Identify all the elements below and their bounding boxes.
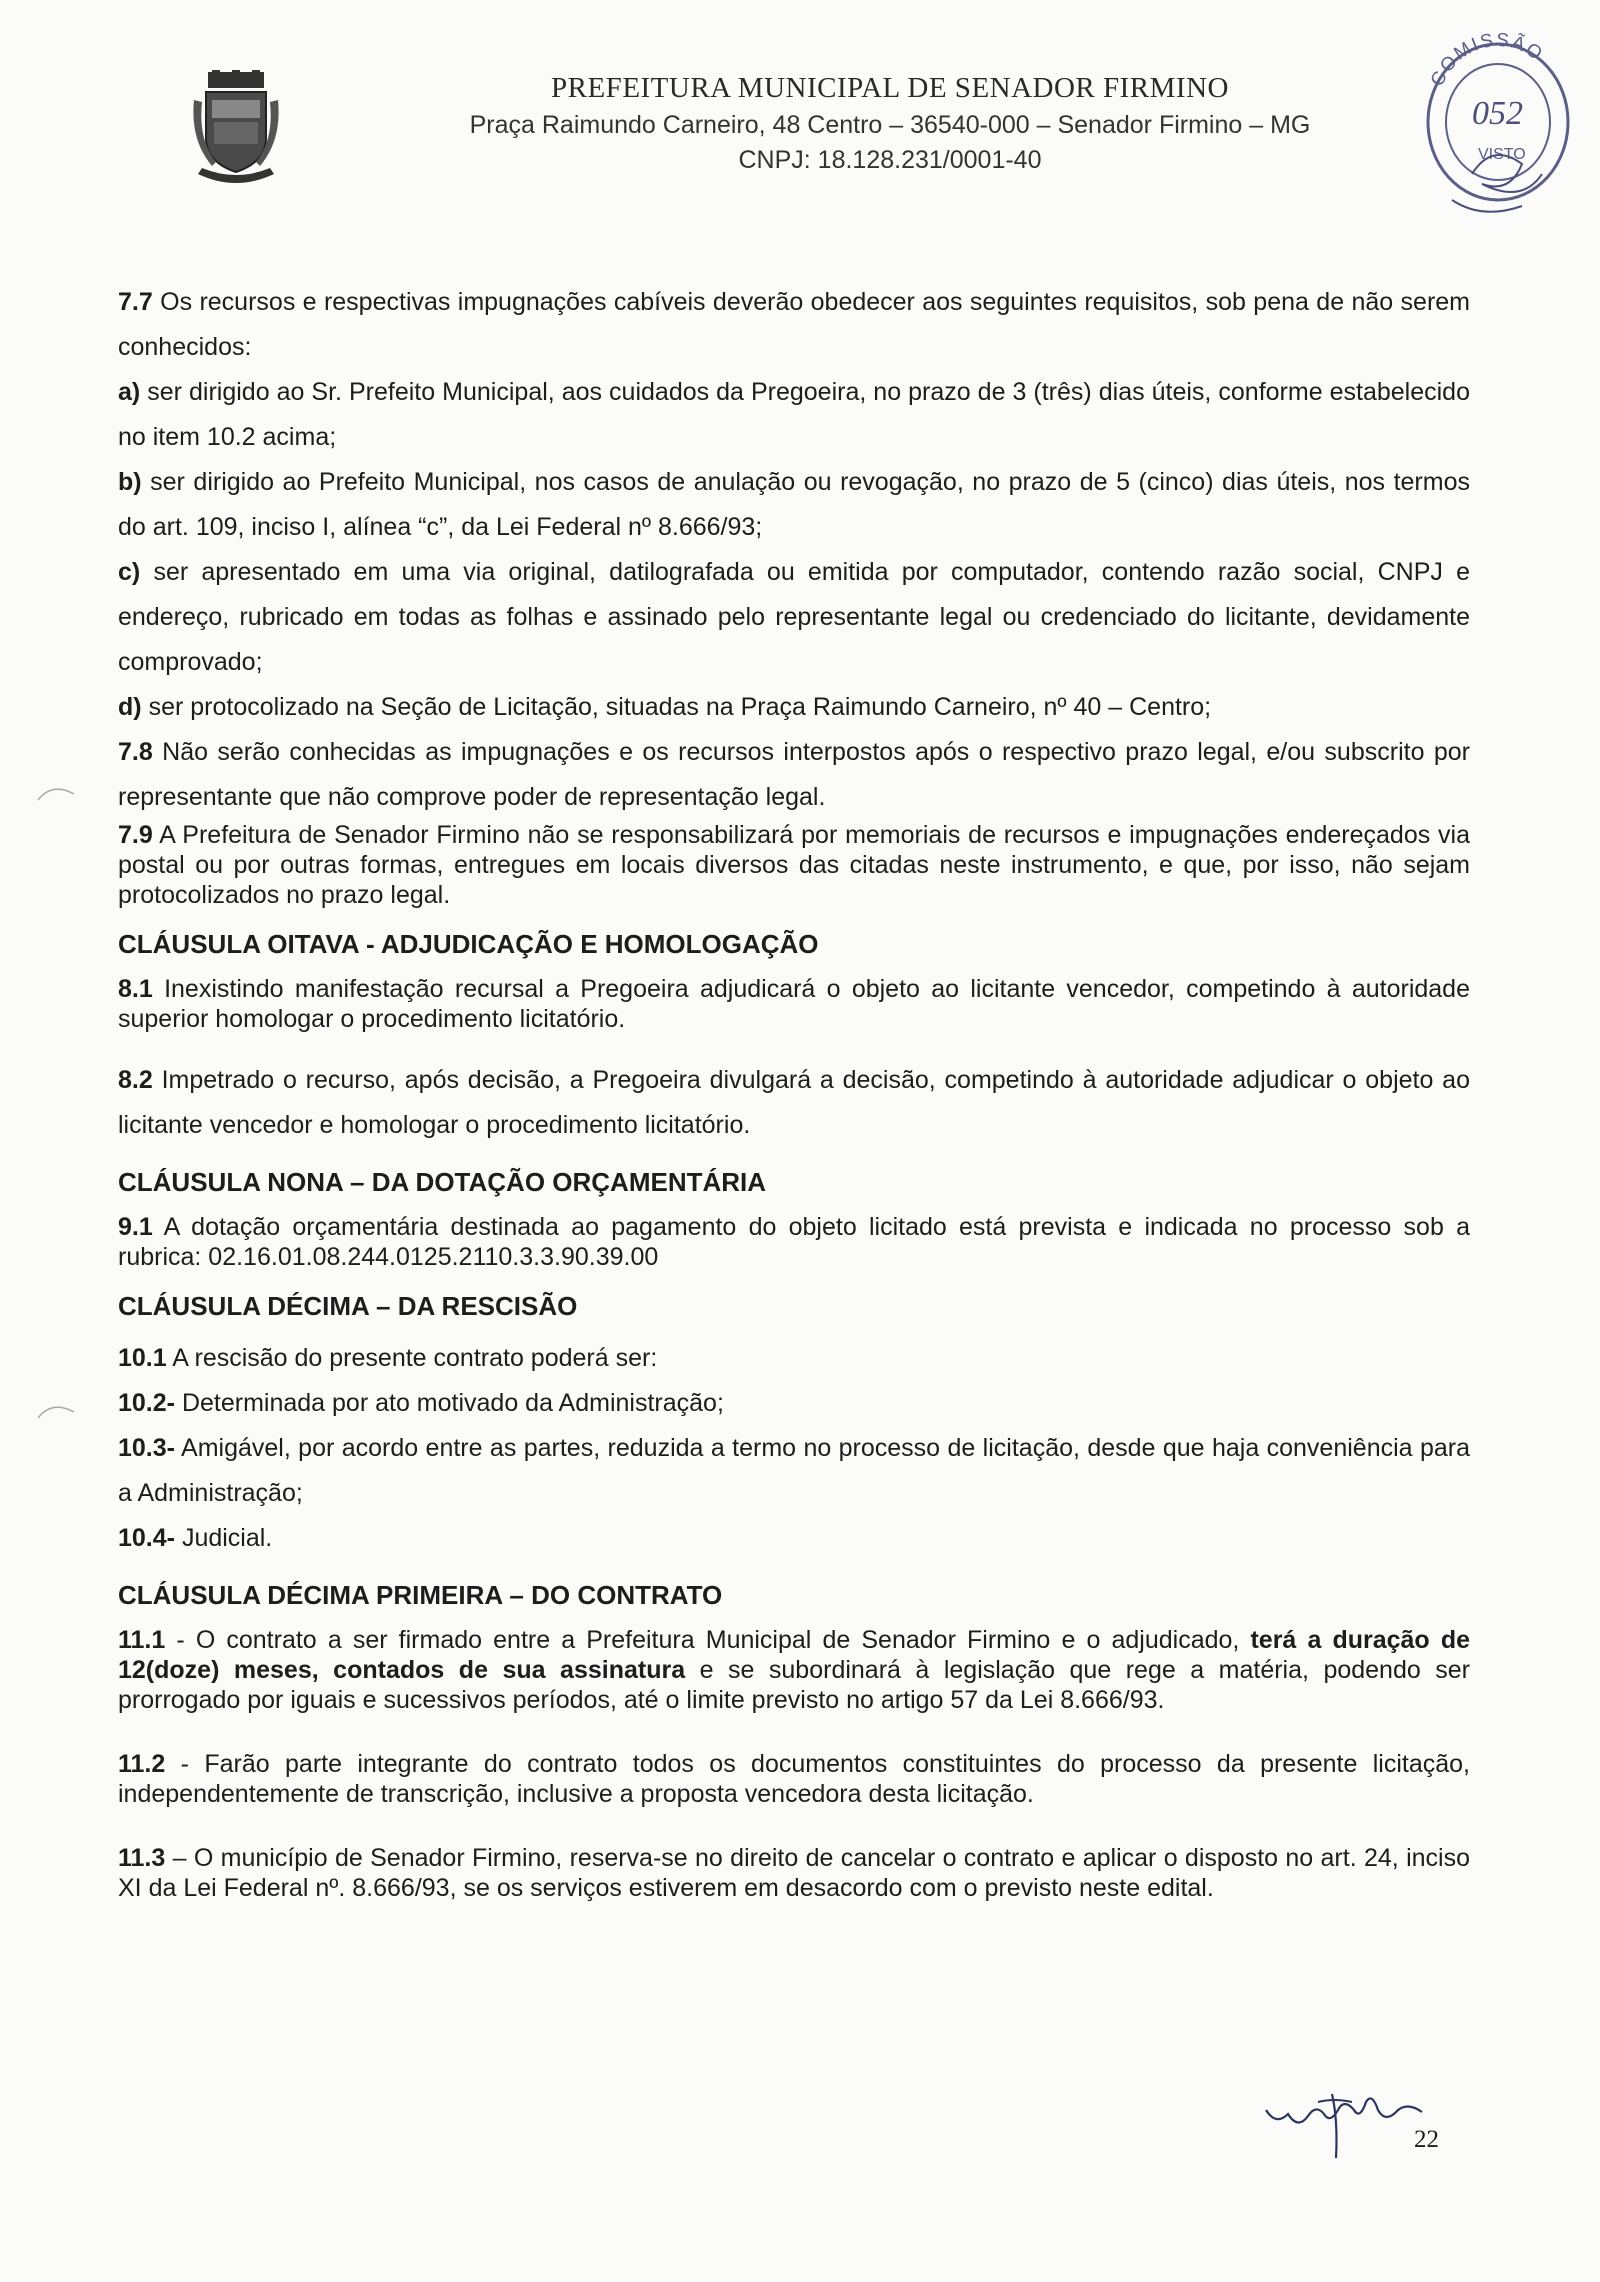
section-text: A rescisão do presente contrato poderá ser: bbox=[172, 1344, 658, 1372]
section-10-2 bbox=[118, 1381, 1470, 1426]
section-10-3 bbox=[118, 1426, 1470, 1516]
section-text: Judicial. bbox=[181, 1524, 273, 1552]
item-7-7-d bbox=[118, 685, 1470, 730]
item-letter: d) bbox=[118, 693, 142, 721]
section-text: e se subordinará à legislação que rege a matéria, podendo ser prorrogado por iguais e sucessivos períodos, até o limite previsto no artigo 57 da Lei 8.666/93. bbox=[118, 1656, 1470, 1714]
item-7-7-a bbox=[118, 370, 1470, 460]
section-text: A dotação orçamentária destinada ao pagamento do objeto licitado está prevista e indicada no processo sob a rubrica: 02.16.01.08.244.0125.2110.3.3.90.39.00 bbox=[118, 1213, 1470, 1271]
item-7-7-b bbox=[118, 460, 1470, 550]
letterhead-cnpj: CNPJ: 18.128.231/0001-40 bbox=[738, 146, 1042, 174]
section-10-4 bbox=[118, 1516, 1470, 1561]
section-number: 10.3- bbox=[118, 1434, 175, 1462]
section-number: 10.1 bbox=[118, 1344, 167, 1372]
section-7-9 bbox=[118, 820, 1470, 910]
stamp-top-text: COMISSÃO bbox=[1426, 29, 1548, 90]
section-text: A Prefeitura de Senador Firmino não se responsabilizará por memoriais de recursos e impugnações endereçados via postal ou por outras formas, entregues em locais diversos das citadas neste instrumento, e que, por isso, não sejam protocolizados no prazo legal. bbox=[118, 821, 1470, 909]
section-11-1 bbox=[118, 1625, 1470, 1715]
section-number: 11.1 bbox=[118, 1626, 166, 1654]
letterhead bbox=[360, 72, 1420, 175]
clause-10-heading: CLÁUSULA DÉCIMA – DA RESCISÃO bbox=[118, 1291, 578, 1321]
section-number: 10.4- bbox=[118, 1524, 175, 1552]
section-emphasis: terá a duração de 12(doze) meses, contados de sua assinatura bbox=[118, 1626, 1470, 1684]
section-7-8 bbox=[118, 730, 1470, 820]
section-10-1 bbox=[118, 1336, 1470, 1381]
section-9-1 bbox=[118, 1212, 1470, 1272]
section-text: Os recursos e respectivas impugnações cabíveis deverão obedecer aos seguintes requisitos, sob pena de não serem conhecidos: bbox=[118, 288, 1470, 361]
section-text: - O contrato a ser firmado entre a Prefeitura Municipal de Senador Firmino e o adjudicado, bbox=[176, 1626, 1240, 1654]
clause-11-heading: CLÁUSULA DÉCIMA PRIMEIRA – DO CONTRATO bbox=[118, 1580, 723, 1610]
section-text: Amigável, por acordo entre as partes, reduzida a termo no processo de licitação, desde que haja conveniência para a Administração; bbox=[118, 1434, 1470, 1507]
section-text: Impetrado o recurso, após decisão, a Pregoeira divulgará a decisão, competindo à autoridade adjudicar o objeto ao licitante vencedor e homologar o procedimento licitatório. bbox=[118, 1066, 1470, 1139]
item-letter: a) bbox=[118, 378, 141, 406]
section-text: - Farão parte integrante do contrato todos os documentos constituintes do processo da presente licitação, independentemente de transcrição, inclusive a proposta vencedora desta licitação. bbox=[118, 1750, 1470, 1808]
section-number: 7.9 bbox=[118, 821, 153, 849]
item-text: ser apresentado em uma via original, datilografada ou emitida por computador, contendo razão social, CNPJ e endereço, rubricado em todas as folhas e assinado pelo representante legal ou credenciado do licitante, devidamente comprovado; bbox=[118, 558, 1470, 676]
section-number: 7.7 bbox=[118, 288, 153, 316]
section-7-7 bbox=[118, 280, 1470, 370]
item-text: ser dirigido ao Prefeito Municipal, nos casos de anulação ou revogação, no prazo de 5 (cinco) dias úteis, nos termos do art. 109, inciso I, alínea “c”, da Lei Federal nº 8.666/93; bbox=[118, 468, 1470, 541]
letterhead-address: Praça Raimundo Carneiro, 48 Centro – 36540-000 – Senador Firmino – MG bbox=[469, 111, 1311, 139]
item-text: ser protocolizado na Seção de Licitação, situadas na Praça Raimundo Carneiro, nº 40 – Centro; bbox=[148, 693, 1212, 721]
section-number: 7.8 bbox=[118, 738, 153, 766]
section-text: Determinada por ato motivado da Administração; bbox=[181, 1389, 724, 1417]
section-11-3 bbox=[118, 1843, 1470, 1903]
section-number: 10.2- bbox=[118, 1389, 175, 1417]
stamp-visto: VISTO bbox=[1478, 146, 1526, 163]
item-letter: c) bbox=[118, 558, 141, 586]
clause-8-heading: CLÁUSULA OITAVA - ADJUDICAÇÃO E HOMOLOGAÇÃO bbox=[118, 929, 819, 959]
section-number: 11.3 bbox=[118, 1844, 166, 1872]
section-text: – O município de Senador Firmino, reserva-se no direito de cancelar o contrato e aplicar o disposto no art. 24, inciso XI da Lei Federal nº. 8.666/93, se os serviços estiverem em desacordo com o previsto neste edital. bbox=[118, 1844, 1470, 1902]
municipal-crest-icon bbox=[190, 70, 282, 188]
letterhead-title: PREFEITURA MUNICIPAL DE SENADOR FIRMINO bbox=[551, 72, 1229, 104]
section-11-2 bbox=[118, 1749, 1470, 1809]
item-text: ser dirigido ao Sr. Prefeito Municipal, aos cuidados da Pregoeira, no prazo de 3 (três) dias úteis, conforme estabelecido no item 10.2 acima; bbox=[118, 378, 1470, 451]
document-body bbox=[118, 280, 1470, 1911]
item-letter: b) bbox=[118, 468, 142, 496]
margin-mark bbox=[36, 780, 76, 804]
page-number: 22 bbox=[1414, 2126, 1439, 2153]
commission-stamp bbox=[1412, 24, 1577, 229]
section-text: Inexistindo manifestação recursal a Pregoeira adjudicará o objeto ao licitante vencedor, competindo à autoridade superior homologar o procedimento licitatório. bbox=[118, 975, 1470, 1033]
section-number: 8.1 bbox=[118, 975, 153, 1003]
section-number: 8.2 bbox=[118, 1066, 153, 1094]
handwritten-signature bbox=[1262, 2080, 1432, 2170]
stamp-number: 052 bbox=[1472, 95, 1523, 132]
section-number: 9.1 bbox=[118, 1213, 153, 1241]
clause-9-heading: CLÁUSULA NONA – DA DOTAÇÃO ORÇAMENTÁRIA bbox=[118, 1167, 767, 1197]
section-8-2 bbox=[118, 1058, 1470, 1148]
margin-mark bbox=[36, 1398, 76, 1422]
section-number: 11.2 bbox=[118, 1750, 166, 1778]
section-text: Não serão conhecidas as impugnações e os recursos interpostos após o respectivo prazo legal, e/ou subscrito por representante que não comprove poder de representação legal. bbox=[118, 738, 1470, 811]
item-7-7-c bbox=[118, 550, 1470, 685]
svg-text:COMISSÃO bbox=[1427, 30, 1548, 90]
section-8-1 bbox=[118, 974, 1470, 1034]
